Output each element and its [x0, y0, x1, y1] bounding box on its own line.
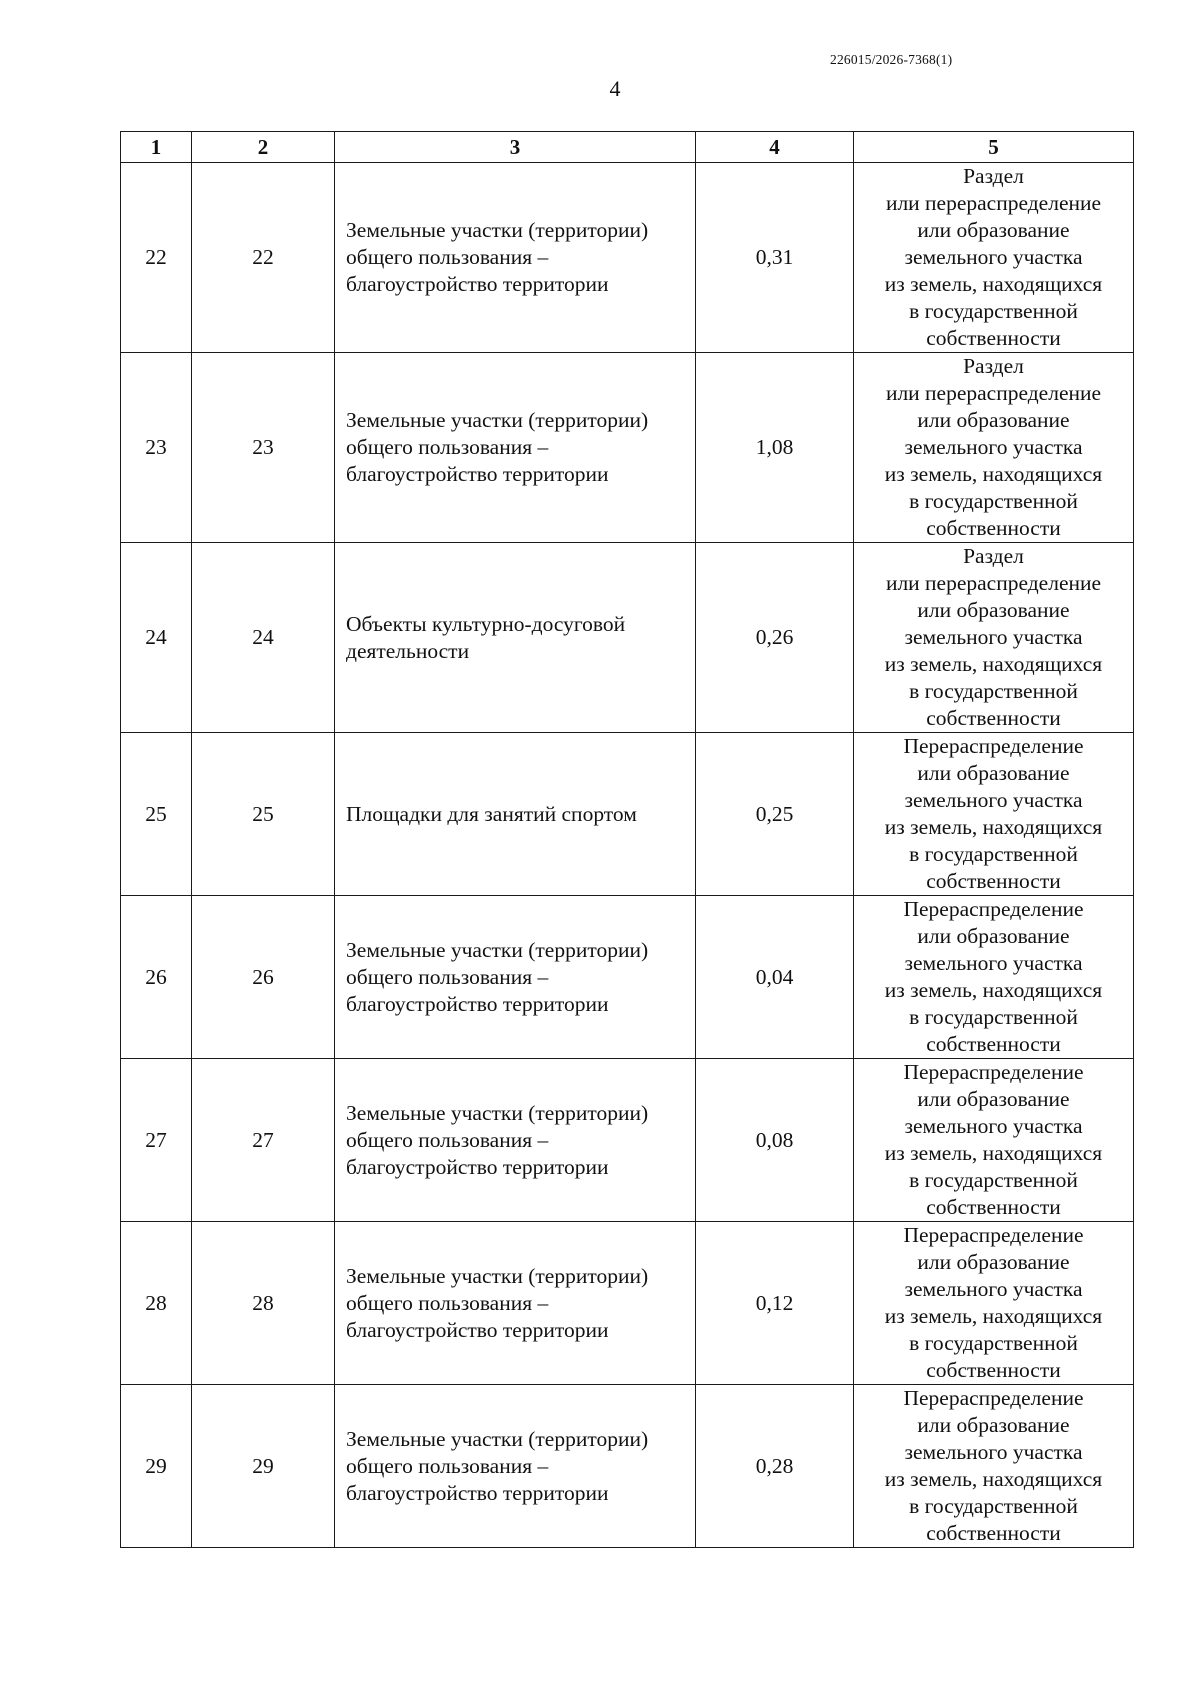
permitted-use-line: Земельные участки (территории)	[346, 1426, 649, 1451]
area-value: 0,31	[696, 163, 854, 353]
formation-method-line: собственности	[926, 869, 1061, 893]
formation-method-cell	[854, 543, 1134, 733]
table-row	[121, 353, 1134, 543]
permitted-use-line: благоустройство территории	[346, 991, 609, 1016]
formation-method-cell	[854, 1059, 1134, 1222]
row-number: 27	[121, 1059, 192, 1222]
row-number: 29	[121, 1385, 192, 1548]
formation-method-line: или образование	[917, 1413, 1070, 1437]
plot-number: 22	[192, 163, 335, 353]
area-value: 0,12	[696, 1222, 854, 1385]
formation-method-line: собственности	[926, 326, 1061, 350]
area-value: 1,08	[696, 353, 854, 543]
permitted-use-line: общего пользования –	[346, 1127, 549, 1152]
formation-method-line: из земель, находящихся	[884, 1304, 1103, 1328]
formation-method-cell	[854, 733, 1134, 896]
plot-number: 23	[192, 353, 335, 543]
page-number: 4	[609, 76, 621, 101]
formation-method-line: собственности	[926, 1195, 1061, 1219]
plot-number: 24	[192, 543, 335, 733]
formation-method-line: или перераспределение	[885, 191, 1102, 215]
formation-method-line: земельного участка	[904, 435, 1083, 459]
formation-method-line: из земель, находящихся	[884, 272, 1103, 296]
permitted-use-cell	[335, 1222, 696, 1385]
formation-method-line: земельного участка	[904, 1277, 1083, 1301]
permitted-use-line: благоустройство территории	[346, 1154, 609, 1179]
table-row	[121, 1222, 1134, 1385]
formation-method-line: из земель, находящихся	[884, 1141, 1103, 1165]
permitted-use-line: общего пользования –	[346, 435, 549, 459]
formation-method-line: собственности	[926, 1358, 1061, 1382]
formation-method-line: собственности	[926, 516, 1061, 540]
formation-method-cell	[854, 1222, 1134, 1385]
column-header-2: 2	[192, 132, 335, 163]
row-number: 28	[121, 1222, 192, 1385]
permitted-use-cell	[335, 896, 696, 1059]
table-row	[121, 896, 1134, 1059]
formation-method-cell	[854, 163, 1134, 353]
table-row	[121, 163, 1134, 353]
formation-method-line: из земель, находящихся	[884, 652, 1103, 676]
formation-method-line: в государственной	[909, 1168, 1078, 1192]
area-value: 0,08	[696, 1059, 854, 1222]
formation-method-line: в государственной	[909, 679, 1078, 703]
column-header-5: 5	[854, 132, 1134, 163]
formation-method-line: Раздел	[963, 354, 1024, 378]
plot-number: 28	[192, 1222, 335, 1385]
permitted-use-cell	[335, 543, 696, 733]
permitted-use-line: общего пользования –	[346, 245, 549, 269]
table-row	[121, 1385, 1134, 1548]
plot-number: 25	[192, 733, 335, 896]
permitted-use-cell	[335, 1385, 696, 1548]
permitted-use-line: деятельности	[346, 638, 470, 663]
formation-method-line: в государственной	[909, 842, 1078, 866]
formation-method-line: Перераспределение	[903, 734, 1084, 758]
formation-method-line: или перераспределение	[885, 571, 1102, 595]
formation-method-cell	[854, 896, 1134, 1059]
table-row	[121, 733, 1134, 896]
formation-method-line: или образование	[917, 761, 1070, 785]
column-header-1: 1	[121, 132, 192, 163]
table-row	[121, 543, 1134, 733]
row-number: 25	[121, 733, 192, 896]
column-header-4: 4	[696, 132, 854, 163]
area-value: 0,26	[696, 543, 854, 733]
permitted-use-line: Земельные участки (территории)	[346, 408, 649, 432]
formation-method-line: собственности	[926, 1521, 1061, 1545]
permitted-use-cell	[335, 163, 696, 353]
formation-method-line: Раздел	[963, 164, 1024, 188]
formation-method-line: Перераспределение	[903, 1386, 1084, 1410]
permitted-use-cell	[335, 1059, 696, 1222]
table-body	[121, 163, 1134, 1548]
formation-method-line: собственности	[926, 706, 1061, 730]
formation-method-line: или образование	[917, 1087, 1070, 1111]
formation-method-line: Раздел	[963, 544, 1024, 568]
permitted-use-line: благоустройство территории	[346, 1317, 609, 1342]
formation-method-line: в государственной	[909, 489, 1078, 513]
formation-method-line: земельного участка	[904, 788, 1083, 812]
formation-method-line: или образование	[917, 924, 1070, 948]
table-row	[121, 1059, 1134, 1222]
formation-method-line: земельного участка	[904, 625, 1083, 649]
formation-method-line: Перераспределение	[903, 1223, 1084, 1247]
permitted-use-cell	[335, 353, 696, 543]
permitted-use-line: Земельные участки (территории)	[346, 1100, 649, 1125]
formation-method-line: из земель, находящихся	[884, 1467, 1103, 1491]
permitted-use-line: общего пользования –	[346, 1290, 549, 1315]
formation-method-cell	[854, 1385, 1134, 1548]
formation-method-line: земельного участка	[904, 245, 1083, 269]
formation-method-line: Перераспределение	[903, 1060, 1084, 1084]
permitted-use-line: Земельные участки (территории)	[346, 937, 649, 962]
permitted-use-line: Земельные участки (территории)	[346, 218, 649, 242]
formation-method-line: в государственной	[909, 1494, 1078, 1518]
formation-method-line: Перераспределение	[903, 897, 1084, 921]
formation-method-line: или образование	[917, 598, 1070, 622]
formation-method-line: из земель, находящихся	[884, 978, 1103, 1002]
land-plots-table	[120, 131, 1134, 1548]
document-reference-number: 226015/2026-7368(1)	[830, 52, 953, 67]
permitted-use-line: Объекты культурно-досуговой	[346, 611, 626, 636]
permitted-use-line: Площадки для занятий спортом	[346, 801, 637, 826]
formation-method-line: в государственной	[909, 1331, 1078, 1355]
plot-number: 27	[192, 1059, 335, 1222]
area-value: 0,25	[696, 733, 854, 896]
formation-method-line: или образование	[917, 1250, 1070, 1274]
formation-method-line: из земель, находящихся	[884, 815, 1103, 839]
permitted-use-line: общего пользования –	[346, 964, 549, 989]
permitted-use-line: благоустройство территории	[346, 272, 609, 296]
permitted-use-cell	[335, 733, 696, 896]
area-value: 0,04	[696, 896, 854, 1059]
formation-method-line: земельного участка	[904, 1440, 1083, 1464]
area-value: 0,28	[696, 1385, 854, 1548]
table-header-row	[121, 132, 1134, 163]
formation-method-line: или перераспределение	[885, 381, 1102, 405]
formation-method-line: или образование	[917, 218, 1070, 242]
permitted-use-line: общего пользования –	[346, 1453, 549, 1478]
formation-method-line: земельного участка	[904, 1114, 1083, 1138]
row-number: 26	[121, 896, 192, 1059]
row-number: 22	[121, 163, 192, 353]
plot-number: 29	[192, 1385, 335, 1548]
formation-method-line: из земель, находящихся	[884, 462, 1103, 486]
permitted-use-line: благоустройство территории	[346, 462, 609, 486]
formation-method-cell	[854, 353, 1134, 543]
column-header-3: 3	[335, 132, 696, 163]
row-number: 24	[121, 543, 192, 733]
permitted-use-line: благоустройство территории	[346, 1480, 609, 1505]
formation-method-line: или образование	[917, 408, 1070, 432]
permitted-use-line: Земельные участки (территории)	[346, 1263, 649, 1288]
formation-method-line: в государственной	[909, 299, 1078, 323]
formation-method-line: в государственной	[909, 1005, 1078, 1029]
row-number: 23	[121, 353, 192, 543]
formation-method-line: земельного участка	[904, 951, 1083, 975]
plot-number: 26	[192, 896, 335, 1059]
formation-method-line: собственности	[926, 1032, 1061, 1056]
